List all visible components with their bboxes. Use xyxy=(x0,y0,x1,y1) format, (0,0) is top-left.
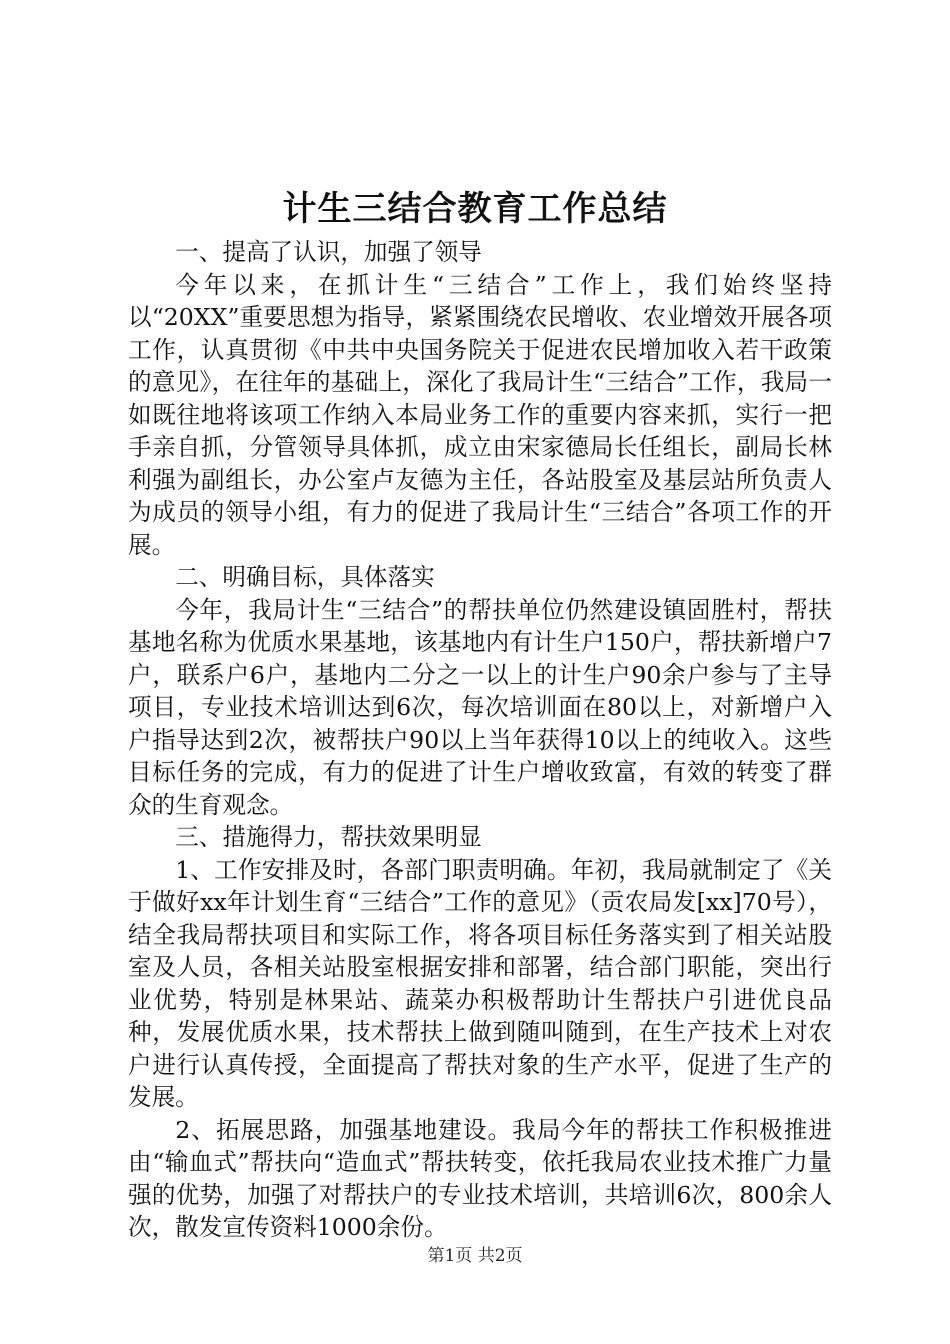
document-body xyxy=(128,236,832,1244)
section-heading-1: 一、提高了认识，加强了领导 xyxy=(175,238,482,266)
paragraph: 今年，我局计生“三结合”的帮扶单位仍然建设镇固胜村，帮扶基地名称为优质水果基地，该基地内有计生户150户，帮扶新增户7户，联系户6户，基地内二分之一以上的计生户90余户参与了主导项目，专业技术培训达到6次，每次培训面在80以上，对新增户入户指导达到2次，被帮扶户90以上当年获得10以上的纯收入。这些目标任务的完成，有力的促进了计生户增收致富，有效的转变了群众的生育观念。 xyxy=(128,595,832,819)
paragraph: 2、拓展思路，加强基地建设。我局今年的帮扶工作积极推进由“输血式”帮扶向“造血式”帮扶转变，依托我局农业技术推广力量强的优势，加强了对帮扶户的专业技术培训，共培训6次，800余人次，散发宣传资料1000余份。 xyxy=(128,1115,832,1241)
paragraph: 1、工作安排及时，各部门职责明确。年初，我局就制定了《关于做好xx年计划生育“三结合”工作的意见》（贡农局发[xx]70号），结全我局帮扶项目和实际工作，将各项目标任务落实到了相关站股室及人员，各相关站股室根据安排和部署，结合部门职能，突出行业优势，特别是林果站、蔬菜办积极帮助计生帮扶户引进优良品种，发展优质水果，技术帮扶上做到随叫随到，在生产技术上对农户进行认真传授，全面提高了帮扶对象的生产水平，促进了生产的发展。 xyxy=(128,855,832,1111)
paragraph: 今年以来，在抓计生“三结合”工作上，我们始终坚持以“20XX”重要思想为指导，紧紧围绕农民增收、农业增效开展各项工作，认真贯彻《中共中央国务院关于促进农民增加收入若干政策的意见》，在往年的基础上，深化了我局计生“三结合”工作，我局一如既往地将该项工作纳入本局业务工作的重要内容来抓，实行一把手亲自抓，分管领导具体抓，成立由宋家德局长任组长，副局长林利强为副组长，办公室卢友德为主任，各站股室及基层站所负责人为成员的领导小组，有力的促进了我局计生“三结合”各项工作的开展。 xyxy=(128,270,832,559)
section-heading-2: 二、明确目标，具体落实 xyxy=(175,563,435,591)
section-heading-3: 三、措施得力，帮扶效果明显 xyxy=(175,823,482,851)
page-footer: 第1页 共2页 xyxy=(427,1246,523,1266)
document-title: 计生三结合教育工作总结 xyxy=(282,189,668,229)
